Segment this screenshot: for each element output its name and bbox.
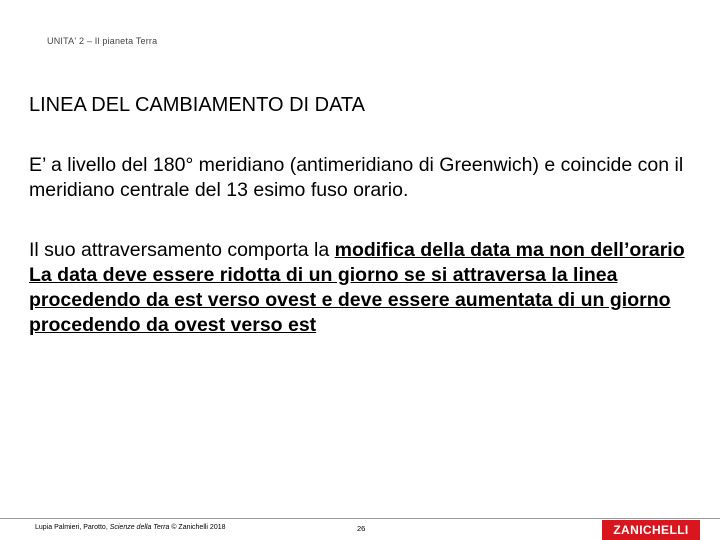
footer-authors: Lupia Palmieri, Parotto, <box>35 524 110 531</box>
page-number: 26 <box>357 524 366 533</box>
date-rule-text: La data deve essere ridotta di un giorno se si attraversa la linea procedendo da est verso ovest e deve essere aumentata di un giorno procedendo da ovest verso est <box>29 264 671 336</box>
crossing-paragraph <box>29 238 689 338</box>
footer-book-title: Scienze della Terra <box>109 524 170 531</box>
unit-header: UNITA' 2 – Il pianeta Terra <box>47 36 158 46</box>
zanichelli-logo: ZANICHELLI <box>602 520 700 540</box>
date-change-emphasis: modifica della data ma non dell’orario <box>334 239 685 261</box>
footer-divider <box>0 518 720 519</box>
footer-publisher: © Zanichelli 2018 <box>169 524 226 531</box>
crossing-intro-text: Il suo attraversamento comporta la <box>29 239 335 261</box>
footer-credits <box>35 524 226 531</box>
slide-title: LINEA DEL CAMBIAMENTO DI DATA <box>29 94 365 116</box>
definition-paragraph: E’ a livello del 180° meridiano (antimeridiano di Greenwich) e coincide con il meridiano centrale del 13 esimo fuso orario. <box>29 154 684 201</box>
